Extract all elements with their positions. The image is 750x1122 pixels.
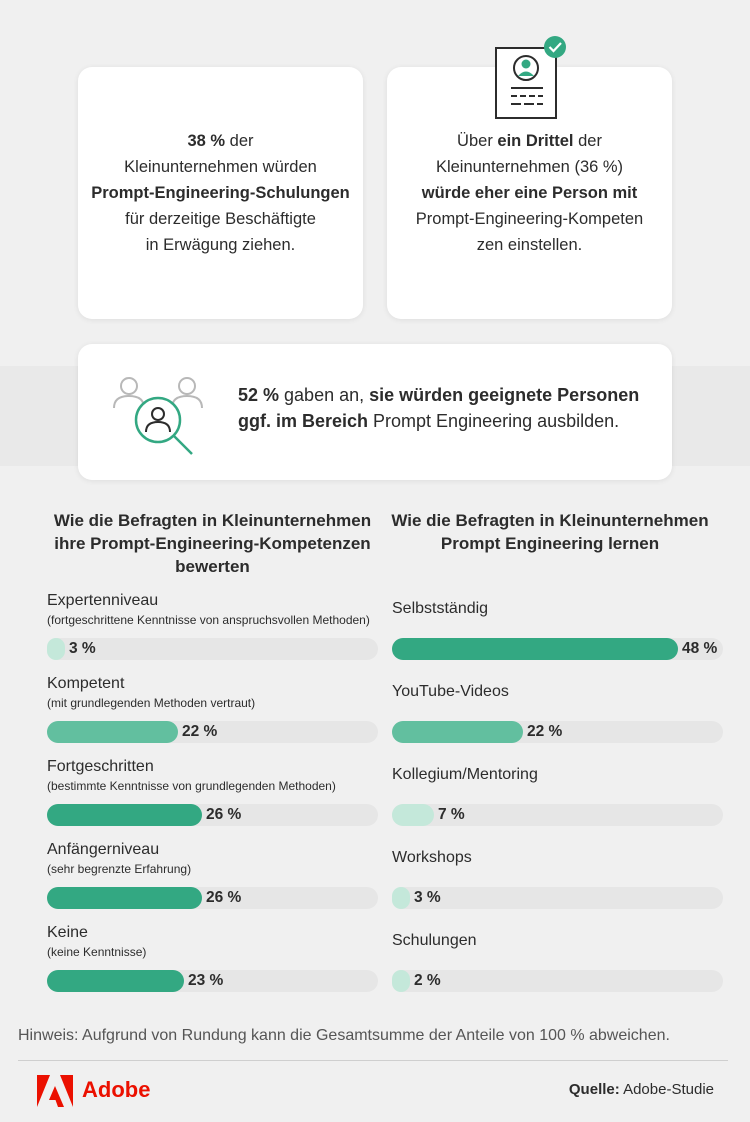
bar-track <box>47 638 378 660</box>
bar-value-label: 2 % <box>414 972 441 989</box>
bar-label: Fortgeschritten <box>47 758 154 775</box>
bar <box>47 721 178 743</box>
bar-sublabel: (bestimmte Kenntnisse von grundlegenden Methoden) <box>47 779 336 793</box>
bar-value-label: 22 % <box>182 723 218 740</box>
chart-title-competence: Wie die Befragten in Kleinunternehmen ihre Prompt-Engineering-Kompetenzen bewerten <box>53 511 372 576</box>
stat-highlight: Prompt-Engineering-Schulungen <box>91 184 350 202</box>
stat-text: Prompt Engineering ausbilden. <box>368 411 620 431</box>
stat-text: der <box>573 132 602 150</box>
stat-text: für derzeitige Beschäftigte <box>125 210 316 228</box>
bar-label: Workshops <box>392 849 472 866</box>
bar <box>392 721 523 743</box>
stat-percent: 38 % <box>187 132 226 150</box>
bar-label: Keine <box>47 924 88 941</box>
bar-value-label: 22 % <box>527 723 563 740</box>
source-label: Quelle: <box>568 1081 620 1098</box>
bar <box>47 804 202 826</box>
stat-text: gaben an, <box>279 385 370 405</box>
bar-sublabel: (keine Kenntnisse) <box>47 945 147 959</box>
bar-track <box>47 970 378 992</box>
bar <box>47 970 184 992</box>
bar <box>392 970 410 992</box>
bar-value-label: 3 % <box>414 889 441 906</box>
bar-label: YouTube-Videos <box>392 683 509 700</box>
bar-label: Expertenniveau <box>47 592 159 609</box>
stat-highlight: ein Drittel <box>497 132 574 150</box>
bar-sublabel: (fortgeschrittene Kenntnisse von anspruchsvollen Methoden) <box>47 613 370 627</box>
bar-sublabel: (mit grundlegenden Methoden vertraut) <box>47 696 256 710</box>
stat-text: in Erwägung ziehen. <box>145 236 296 254</box>
bar-value-label: 7 % <box>438 806 465 823</box>
bar <box>392 804 434 826</box>
stat-percent: 52 % <box>238 385 280 405</box>
stat-text: Über <box>457 132 498 150</box>
bar-value-label: 26 % <box>206 889 242 906</box>
stat-card-upskilling-text <box>238 382 658 434</box>
stat-text: der <box>225 132 254 150</box>
stat-card-training <box>78 67 363 319</box>
stat-text: Kleinunternehmen würden <box>124 158 317 176</box>
bar-value-label: 23 % <box>188 972 224 989</box>
bar-value-label: 26 % <box>206 806 242 823</box>
bar-track <box>392 804 723 826</box>
bar-sublabel: (sehr begrenzte Erfahrung) <box>47 862 192 876</box>
chart-title-learning: Wie die Befragten in Kleinunternehmen Prompt Engineering lernen <box>391 511 709 553</box>
bar-track <box>47 804 378 826</box>
source-credit <box>569 1081 714 1098</box>
bar-label: Schulungen <box>392 932 477 949</box>
bar-track <box>47 721 378 743</box>
bar-label: Kompetent <box>47 675 125 692</box>
stat-highlight: sie würden geeignete Personen ggf. im Bereich <box>238 385 640 431</box>
bar <box>47 887 202 909</box>
stat-text: Kleinunternehmen (36 %) <box>435 158 624 176</box>
brand-name: Adobe <box>82 1077 151 1102</box>
rounding-note: Hinweis: Aufgrund von Rundung kann die Gesamtsumme der Anteile von 100 % abweichen. <box>18 1027 670 1044</box>
adobe-logo-icon <box>37 1075 73 1107</box>
bar-track <box>392 638 723 660</box>
bar-label: Anfängerniveau <box>47 841 160 858</box>
bar <box>47 638 65 660</box>
stat-card-training-text <box>78 128 363 258</box>
stat-card-hiring-text <box>387 128 672 258</box>
bar-label: Kollegium/Mentoring <box>392 766 538 783</box>
people-search-icon <box>112 374 207 459</box>
document-check-icon <box>495 36 575 126</box>
bar <box>392 638 678 660</box>
stat-text: Prompt-Engineering-Kompeten <box>415 210 644 228</box>
bar-track <box>392 721 723 743</box>
bar-label: Selbstständig <box>392 600 489 617</box>
bar <box>392 887 410 909</box>
stat-text: zen einstellen. <box>476 236 583 254</box>
source-value: Adobe-Studie <box>619 1081 714 1098</box>
bar-track <box>392 887 723 909</box>
stat-highlight: würde eher eine Person mit <box>421 184 638 202</box>
bar-value-label: 48 % <box>682 640 718 657</box>
bar-value-label: 3 % <box>69 640 96 657</box>
footer-divider <box>18 1060 728 1061</box>
bar-track <box>392 970 723 992</box>
bar-track <box>47 887 378 909</box>
